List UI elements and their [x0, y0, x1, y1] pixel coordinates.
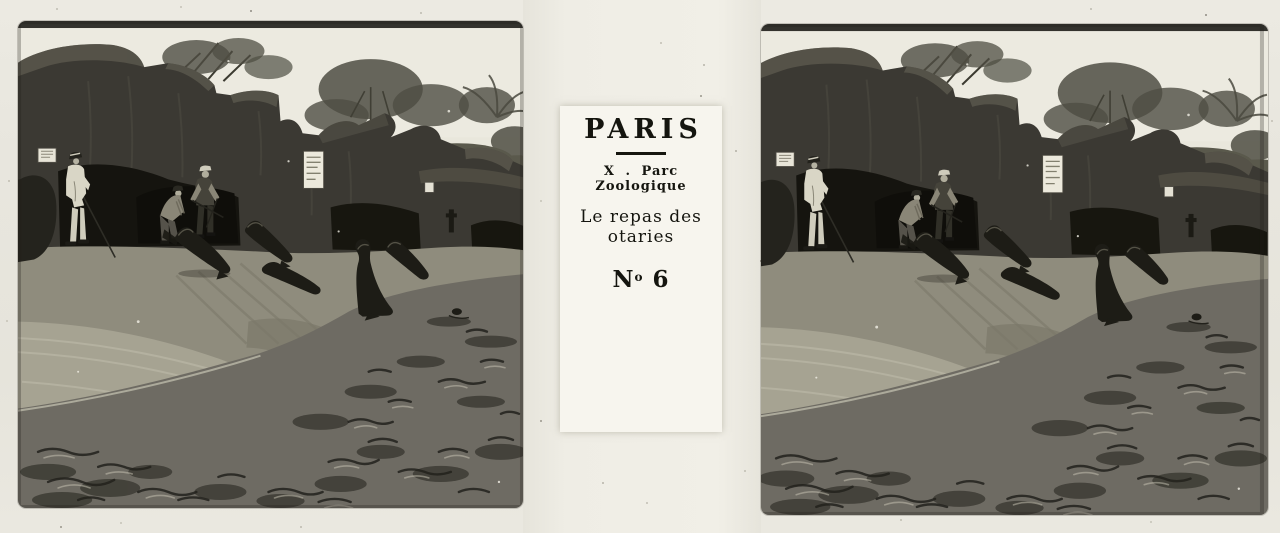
card-number-ordinal: o [634, 270, 644, 284]
card-subtitle: X . Parc Zoologique [595, 164, 687, 194]
card-number-prefix: N [612, 266, 635, 293]
center-label [560, 106, 722, 432]
stereo-photo-right [761, 24, 1268, 515]
title-divider [616, 152, 666, 155]
stereo-photo-left [18, 21, 523, 508]
card-number-value: 6 [652, 266, 670, 293]
dust-specks-dark [0, 0, 2, 2]
card-number [560, 266, 722, 293]
zoo-photo-scene-left [18, 21, 523, 508]
card-caption: Le repas des otaries [580, 207, 702, 247]
zoo-photo-scene-right [761, 24, 1268, 515]
card-title: PARIS [584, 114, 703, 145]
